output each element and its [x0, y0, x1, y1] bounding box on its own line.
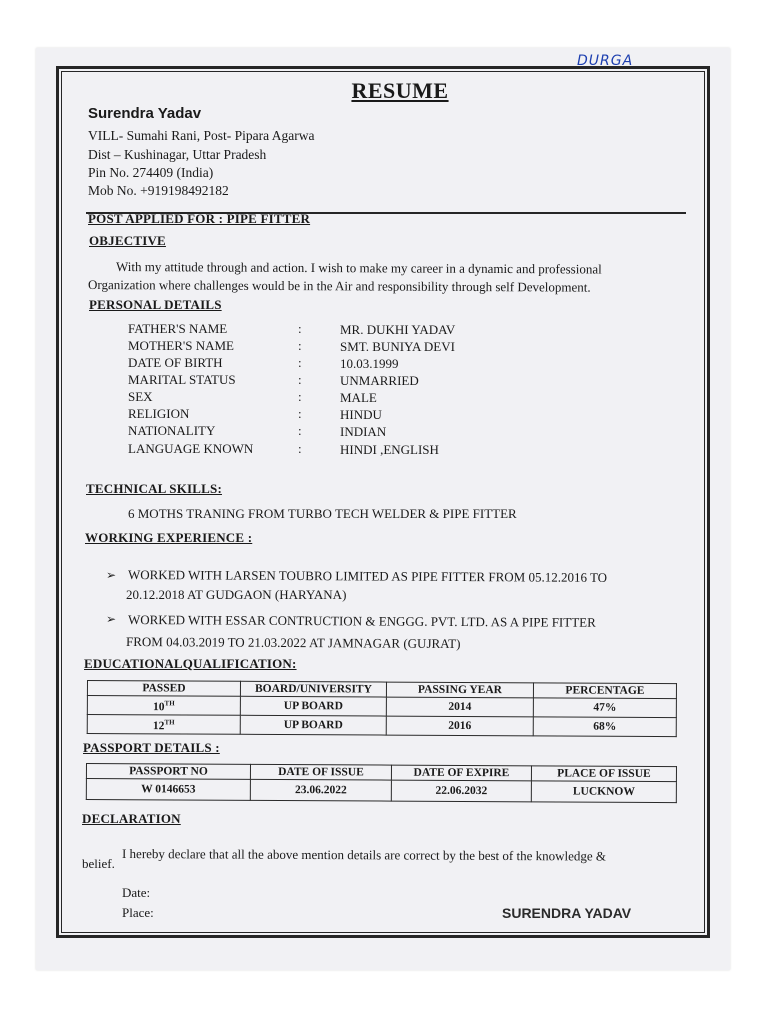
education-heading: EDUCATIONALQUALIFICATION:	[84, 656, 297, 671]
table-cell: UP BOARD	[240, 696, 386, 716]
table-cell-text: 10	[153, 701, 165, 714]
table-row	[87, 714, 676, 736]
date-label: Date:	[122, 885, 151, 900]
personal-colon: :	[298, 423, 302, 438]
personal-label: NATIONALITY	[128, 423, 216, 438]
personal-label: MARITAL STATUS	[128, 372, 236, 387]
working-experience-heading: WORKING EXPERIENCE :	[85, 530, 253, 545]
personal-colon: :	[298, 406, 302, 421]
personal-value: UNMARRIED	[340, 373, 419, 388]
table-cell	[87, 696, 240, 716]
post-applied-heading: POST APPLIED FOR : PIPE FITTER	[88, 211, 311, 226]
personal-colon: :	[298, 372, 302, 387]
objective-text: Organization where challenges would be in the Air and responsibility through self Development.	[87, 277, 591, 295]
experience-text: WORKED WITH LARSEN TOUBRO LIMITED AS PIPE FITTER FROM 05.12.2016 TO	[127, 567, 608, 585]
table-cell: 47%	[533, 698, 676, 718]
signature-name: SURENDRA YADAV	[502, 905, 632, 921]
technical-skills-heading: TECHNICAL SKILLS:	[86, 481, 222, 496]
address-line: VILL- Sumahi Rani, Post- Pipara Agarwa	[88, 128, 315, 143]
personal-details-heading: PERSONAL DETAILS	[89, 297, 222, 312]
declaration-text: belief.	[82, 856, 115, 871]
table-cell-suffix: TH	[164, 718, 175, 727]
education-table	[87, 680, 677, 737]
personal-value: MALE	[340, 390, 377, 405]
table-cell: 2016	[386, 716, 533, 736]
column-header: DATE OF EXPIRE	[391, 765, 531, 781]
table-cell: 22.06.2032	[391, 780, 531, 802]
personal-colon: :	[298, 355, 302, 370]
experience-text: WORKED WITH ESSAR CONTRUCTION & ENGGG. PVT. LTD. AS A PIPE FITTER	[127, 612, 596, 630]
personal-value: INDIAN	[340, 424, 387, 439]
column-header: PASSING YEAR	[386, 682, 533, 698]
bullet-arrow-icon: ➢	[106, 612, 117, 626]
table-cell	[87, 714, 240, 734]
personal-value: 10.03.1999	[340, 356, 399, 371]
personal-colon: :	[298, 389, 302, 404]
personal-label: SEX	[128, 389, 153, 404]
candidate-name: Surendra Yadav	[88, 105, 202, 122]
personal-colon: :	[298, 338, 302, 353]
place-label: Place:	[122, 905, 154, 920]
personal-colon: :	[298, 441, 302, 456]
table-cell: LUCKNOW	[531, 781, 676, 803]
personal-label: MOTHER'S NAME	[128, 338, 234, 353]
column-header: BOARD/UNIVERSITY	[240, 681, 386, 697]
table-cell-suffix: TH	[164, 699, 175, 708]
personal-label: FATHER'S NAME	[128, 321, 228, 336]
table-cell: 68%	[533, 717, 676, 737]
personal-label: DATE OF BIRTH	[128, 355, 223, 370]
passport-table	[86, 763, 677, 803]
column-header: PERCENTAGE	[533, 683, 676, 699]
experience-text: FROM 04.03.2019 TO 21.03.2022 AT JAMNAGAR (GUJRAT)	[125, 634, 461, 652]
passport-heading: PASSPORT DETAILS :	[83, 740, 220, 755]
column-header: PLACE OF ISSUE	[531, 766, 676, 782]
table-cell: W 0146653	[86, 779, 250, 801]
table-cell: UP BOARD	[240, 715, 386, 735]
declaration-text: I hereby declare that all the above mention details are correct by the best of the knowledge &	[121, 846, 607, 864]
declaration-heading: DECLARATION	[82, 811, 181, 826]
column-header: PASSED	[87, 681, 240, 697]
handwritten-note: DURGA	[577, 53, 634, 69]
table-row	[86, 779, 676, 803]
page-title: RESUME	[351, 78, 449, 103]
objective-text: With my attitude through and action. I wish to make my career in a dynamic and professional	[115, 259, 602, 277]
personal-value: SMT. BUNIYA DEVI	[340, 339, 455, 354]
personal-value: HINDU	[340, 407, 382, 422]
column-header: PASSPORT NO	[86, 764, 250, 780]
personal-colon: :	[298, 321, 302, 336]
address-line: Pin No. 274409 (India)	[88, 165, 214, 180]
personal-value: MR. DUKHI YADAV	[340, 322, 456, 337]
technical-skills-text: 6 MOTHS TRANING FROM TURBO TECH WELDER & PIPE FITTER	[128, 506, 517, 521]
address-line: Dist – Kushinagar, Uttar Pradesh	[88, 147, 267, 162]
personal-label: RELIGION	[128, 406, 190, 421]
table-cell: 23.06.2022	[250, 779, 391, 801]
experience-text: 20.12.2018 AT GUDGAON (HARYANA)	[126, 587, 347, 602]
personal-label: LANGUAGE KNOWN	[128, 441, 254, 456]
bullet-arrow-icon: ➢	[106, 568, 117, 582]
mobile-number: Mob No. +919198492182	[88, 183, 229, 198]
column-header: DATE OF ISSUE	[250, 764, 391, 780]
table-cell-text: 12	[152, 720, 165, 733]
table-cell: 2014	[386, 697, 533, 717]
objective-heading: OBJECTIVE	[89, 233, 166, 248]
personal-value: HINDI ,ENGLISH	[340, 442, 439, 457]
